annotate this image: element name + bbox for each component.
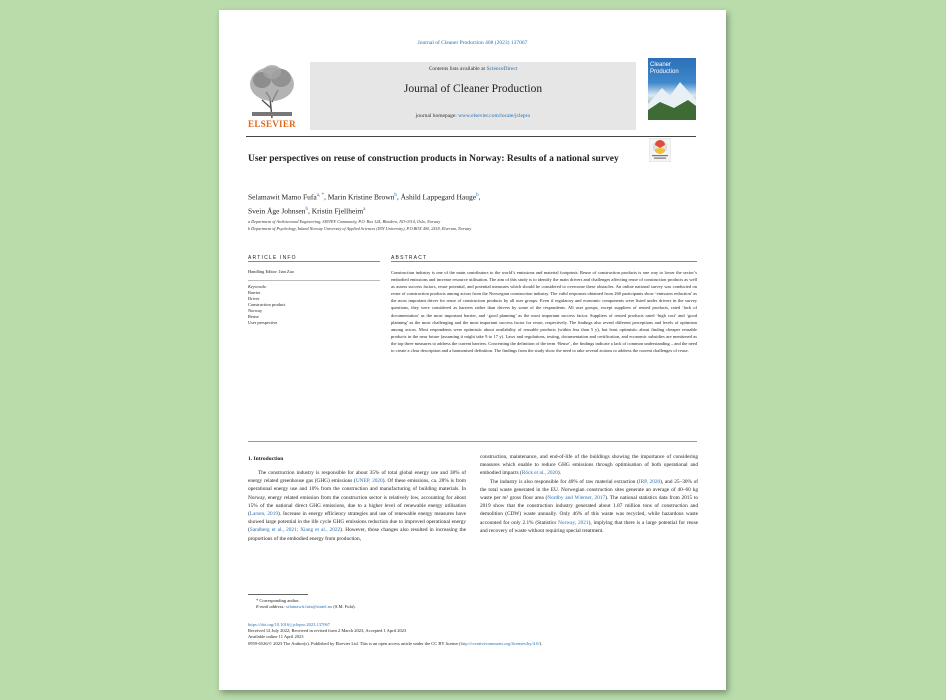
keyword-item: Driver xyxy=(248,296,260,301)
affiliation-b: b Department of Psychology, Inland Norway University of Applied Sciences (INN University), P.O.BOX 400, 2418, Elverum, Norway xyxy=(248,225,472,231)
intro-paragraph: construction, maintenance, and end-of-life of the buildings showing the importance of considering measures which enable to reduce GHG emissions through optimisation of both operational and embodied impacts (Röck et al., 2020). xyxy=(480,454,698,477)
intro-paragraph: The construction industry is responsible for about 35% of total global energy use and 38% of energy related greenhouse gas (GHG) emissions (UNEP, 2020). Of these emissions, ca. 28% is from operational energy use and 10% from the construction and manufacturing of building materials. In Norway, energy related emission from the construction sector is relatively low, accounting for about 15% of the national direct GHG emissions, due to a higher level of renewable energy utilisation (Larsen, 2019). Increase in energy efficiency strategies and use of renewable energy measures have showed large potential in the life cycle GHG emissions reduction due to improved operational energy (Sandberg et al., 2021; Xiang et al., 2022). However, those changes also resulted in increasing the proportions of the embodied energy from production, xyxy=(248,470,466,542)
author-name[interactable]: Svein Åge Johnsen xyxy=(248,206,306,215)
article-title: User perspectives on reuse of construction products in Norway: Results of a national survey xyxy=(248,154,619,164)
publication-details xyxy=(248,622,698,647)
citation-link[interactable]: Norway, 2021 xyxy=(558,519,589,526)
keyword-item: Norway xyxy=(248,308,263,313)
abstract-label: ABSTRACT xyxy=(391,255,428,261)
keyword-item: Barrier xyxy=(248,290,261,295)
header-rule xyxy=(246,136,696,137)
keywords-block xyxy=(248,284,380,326)
author-name[interactable]: Selamawit Mamo Fufa xyxy=(248,192,317,202)
citation-link[interactable]: Röck et al., 2020 xyxy=(521,470,558,477)
author-name[interactable]: Marin Kristine Brown xyxy=(327,192,395,202)
journal-reference[interactable]: Journal of Cleaner Production 408 (2023) 137067 xyxy=(417,40,528,46)
abstract-body: Construction industry is one of the main contributors to the world’s emissions and material footprints. Reuse of construction products is one way to lower the sector’s embodied emissions and increase resource utilisation. The aim of this study is to identify the main drivers and challenges affecting reuse of construction products as well as assess success factors, reuse potential, and potential measures which should be considered to overcome these obstacles. An online national survey was conducted on reuse of construction products among actors from the Norwegian construction industry. The valid responses obtained from 260 participants show ‘emission reduction’ as the most important driver for reuse of construction products by all user groups. Even if regulatory and economic components were listed under drivers in the survey questions, they were considered as barriers rather than drivers by some of the respondents. All user groups, except suppliers of reused products, rated ‘lack of documentation’ as the most important barrier, and ‘good planning’ as the most important success factor. Suppliers of reused products rated ‘high cost’ and ‘good planning’ as the most challenging and the most important success factor for reuse, respectively. The findings also reveal different perceptions and levels of optimism among actors. Most respondents were optimistic about availability of reusable products (within less than 5 y), but least optimistic about finding cheaper reusable products in the near future (assuming it might take 9 to 17 y). Laws and regulations, testing, documentation and certification, and economic subsidies are mentioned as the top three measures to address the current barriers. Concerning the definition of the term ‘Reuse’, the findings indicate a lack of common understanding – and the need to create a clear description and a harmonised definition. The findings from the study show the need to take several actions to address the current challenges of reuse. xyxy=(391,270,697,354)
citation-link[interactable]: Sandberg et al., 2021; Xiang et al., 2022 xyxy=(249,527,341,534)
author-list: Selamawit Mamo Fufa$^{a, *}$, Marin Kristine Brown$^b$, Åshild Lappegard Hauge$^b$, Svein Åge Johnsen$^b$, Kristin Fjellheim$^a$ xyxy=(248,192,481,215)
journal-name: Journal of Cleaner Production xyxy=(403,83,543,95)
footnote-rule xyxy=(248,594,308,595)
journal-homepage-line xyxy=(310,113,636,119)
author-name[interactable]: Åshild Lappegard Hauge xyxy=(400,192,477,202)
author-affiliation-marker[interactable]: a xyxy=(363,206,366,212)
keyword-item: Reuse xyxy=(248,314,259,319)
citation-link[interactable]: IRP, 2020 xyxy=(638,478,661,485)
homepage-prefix: journal homepage: xyxy=(415,113,457,119)
journal-header-band xyxy=(310,62,636,130)
elsevier-wordmark: ELSEVIER xyxy=(248,119,296,129)
email-line: E-mail address: selamawit.fufa@sintef.no (S.M. Fufa). xyxy=(256,604,356,610)
journal-page xyxy=(219,10,726,690)
keyword-item: Construction product xyxy=(248,302,286,307)
affiliation-a: a Department of Architectural Engineering, SINTEF Community, P.O. Box 124, Blindern, NO-0314, Oslo, Norway xyxy=(248,219,441,224)
article-info-label: ARTICLE INFO xyxy=(248,255,297,261)
author-affiliation-marker[interactable]: b xyxy=(394,193,397,198)
corresponding-author-note xyxy=(256,598,696,610)
received-dates: Received 12 July 2022; Received in revised form 2 March 2023; Accepted 1 April 2023 xyxy=(248,628,407,634)
intro-left-column xyxy=(248,469,466,543)
introduction-heading: 1. Introduction xyxy=(248,456,284,462)
article-info-divider xyxy=(248,280,380,281)
citation-link[interactable]: UNEP, 2020 xyxy=(355,478,383,485)
citation-link[interactable]: Nordby and Wærner, 2017 xyxy=(547,495,606,502)
author-name[interactable]: Kristin Fjellheim xyxy=(311,206,364,215)
author-affiliation-marker[interactable]: b xyxy=(305,206,308,212)
contents-prefix: Contents lists available at xyxy=(428,66,486,72)
abstract-end-rule xyxy=(248,441,697,442)
sciencedirect-link[interactable]: ScienceDirect xyxy=(486,66,518,72)
abstract-rule xyxy=(391,261,697,262)
homepage-link[interactable]: www.elsevier.com/locate/jclepro xyxy=(458,113,531,119)
contents-available-line xyxy=(310,66,636,72)
license-link[interactable]: http://creativecommons.org/licenses/by/4.0/ xyxy=(460,640,540,646)
email-link[interactable]: selamawit.fufa@sintef.no xyxy=(285,604,333,610)
keywords-label: Keywords: xyxy=(248,284,267,289)
article-info-rule xyxy=(248,261,380,262)
doi-link[interactable]: https://doi.org/10.1016/j.jclepro.2023.137067 xyxy=(248,622,331,627)
check-for-updates-icon[interactable] xyxy=(649,138,671,162)
author-affiliation-marker[interactable]: a, * xyxy=(316,193,324,198)
available-date: Available online 11 April 2023 xyxy=(248,634,304,640)
affiliations xyxy=(248,219,668,232)
keyword-item: User perspective xyxy=(248,320,278,325)
intro-right-column xyxy=(480,453,698,535)
intro-paragraph: The industry is also responsible for 40% of raw material extraction (IRP, 2020), and 25–30% of the total waste generated in the EU. Norwegian construction sites generate an average of 40–60 kg waste per m² gross floor area (Nordby and Wærner, 2017). The national statistics data from 2015 to 2019 show that the construction industry generated about 1.87 million tons of construction and demolition (CDW) waste annually. Only 46% of this waste was recycled, while hazardous waste accounted for only 2.1% (Statistics Norway, 2021), implying that there is a large potential for reuse and recovery of waste without requiring special treatment. xyxy=(480,478,699,534)
corresponding-label: * Corresponding author. xyxy=(256,598,300,603)
author-affiliation-marker[interactable]: b xyxy=(476,193,479,198)
citation-link[interactable]: Larsen, 2019 xyxy=(249,511,278,518)
cover-title: Cleaner Production xyxy=(650,62,679,75)
license-line: 0959-6526/© 2023 The Author(s). Published by Elsevier Ltd. This is an open access article under the CC BY license (http://creativecommons.org/licenses/by/4.0/). xyxy=(248,640,543,646)
handling-editor: Handling Editor: Jian Zuo xyxy=(248,269,294,274)
